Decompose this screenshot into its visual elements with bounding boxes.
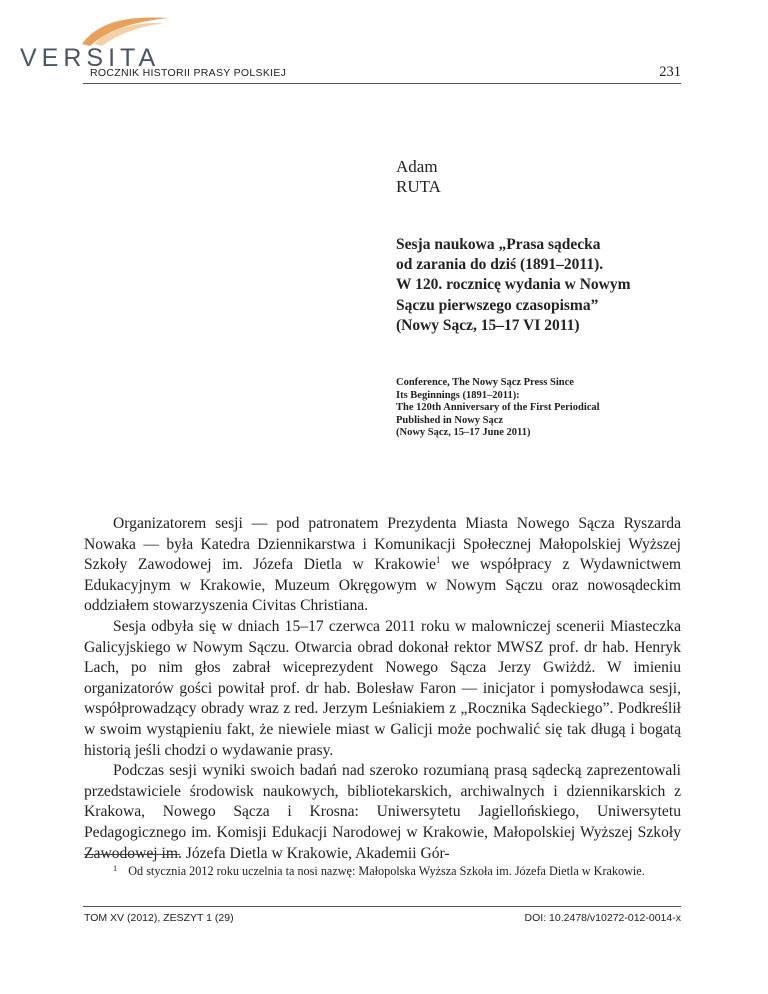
paragraph: Sesja odbyła się w dniach 15–17 czerwca 2011 roku w malowniczej scenerii Miasteczka Galicyjskiego w Nowym Sączu. Otwarcia obrad dokonał rektor MWSZ prof. dr hab. Henryk Lach, po nim głos zabrał wiceprezydent Nowego Sącza Jerzy Gwiżdż. W imieniu organizatorów gości powitał prof. dr hab. Bolesław Faron — inicjator i pomysłodawca sesji, współprowadzący obrady wraz z red. Jerzym Leśniakiem z „Rocznika Sądeckiego”. Podkreślił w swoim wystąpieniu fakt, że niewiele miast w Galicji może pochwalić się tak długą i bogatą historią jeśli chodzi o wydawanie prasy. <box>84 617 681 759</box>
title-en-line: (Nowy Sącz, 15–17 June 2011) <box>396 427 531 438</box>
title-line: Sączu pierwszego czasopisma” <box>396 296 599 314</box>
title-en-line: Published in Nowy Sącz <box>396 414 504 426</box>
header-rule <box>83 83 681 84</box>
title-en-line: Its Beginnings (1891–2011): <box>396 389 520 401</box>
volume-info: TOM XV (2012), ZESZYT 1 (29) <box>84 912 234 924</box>
running-head: ROCZNIK HISTORII PRASY POLSKIEJ <box>90 67 287 79</box>
author-last-name: RUTA <box>396 177 441 196</box>
footer-rule <box>83 906 681 907</box>
logo-text: VERSITA <box>20 44 161 72</box>
paragraph-text: we współpracy z Wydawnictwem Edukacyjnym w Krakowie, Muzeum Okręgowym w Nowym Sączu oraz nowosądeckim oddziałem stowarzyszenia Civitas Christiana. <box>84 556 681 615</box>
doi[interactable]: DOI: 10.2478/v10272-012-0014-x <box>524 912 681 924</box>
article-title <box>396 235 716 336</box>
title-line: W 120. rocznicę wydania w Nowym <box>396 276 631 294</box>
paragraph <box>84 514 681 617</box>
publisher-logo <box>20 14 170 72</box>
paragraph-text: Organizatorem sesji — pod patronatem Prezydenta Miasta Nowego Sącza Ryszarda Nowaka — była Katedra Dziennikarstwa i Komunikacji Społecznej Małopolskiej Wyższej Szkoły Zawodowej im. Józefa Dietla w Krakowie <box>84 515 681 574</box>
versita-swoosh-icon <box>80 14 170 48</box>
article-body <box>84 514 681 864</box>
title-en-line: Conference, The Nowy Sącz Press Since <box>396 377 574 388</box>
paragraph: Podczas sesji wyniki swoich badań nad szeroko rozumianą prasą sądecką zaprezentowali przedstawiciele środowisk naukowych, bibliotekarskich, archiwalnych i dziennikarskich z Krakowa, Nowego Sącza i Krosna: Uniwersytetu Jagiellońskiego, Uniwersytetu Pedagogicznego im. Komisji Edukacji Narodowej w Krakowie, Małopolskiej Wyższej Szkoły Zawodowej im. Józefa Dietla w Krakowie, Akademii Gór- <box>84 762 681 862</box>
title-en-line: The 120th Anniversary of the First Periodical <box>396 402 600 413</box>
footnote-text: Od stycznia 2012 roku uczelnia ta nosi nazwę: Małopolska Wyższa Szkoła im. Józefa Dietla w Krakowie. <box>128 864 645 878</box>
author-block <box>396 157 441 197</box>
page-number: 231 <box>659 64 681 80</box>
footnote <box>84 862 681 880</box>
footnote-mark: 1 <box>113 863 118 873</box>
title-line: od zarania do dziś (1891–2011). <box>396 256 604 274</box>
article-title-english <box>396 377 716 440</box>
title-line: Sesja naukowa „Prasa sądecka <box>396 236 601 253</box>
title-line: (Nowy Sącz, 15–17 VI 2011) <box>396 316 580 334</box>
footnote-reference[interactable]: 1 <box>435 555 441 566</box>
footnote-rule <box>84 854 180 855</box>
author-first-name: Adam <box>396 157 438 176</box>
